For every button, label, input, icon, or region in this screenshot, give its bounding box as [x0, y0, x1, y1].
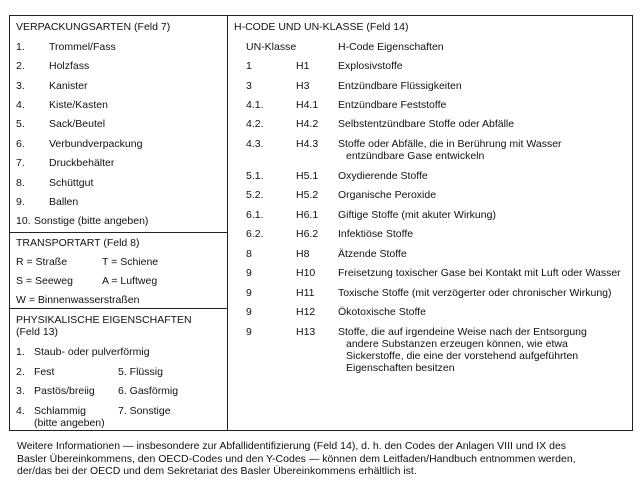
- un-class-cell: 1: [246, 60, 252, 72]
- col-header-hcode-properties: H-Code Eigenschaften: [338, 41, 444, 53]
- un-class-cell: 9: [246, 326, 252, 338]
- un-class-cell: 9: [246, 267, 252, 279]
- footnote-line: Basler Übereinkommens, den OECD-Codes und den Y-Codes — können dem Leitfaden/Handbuch entnommen werden,: [17, 452, 576, 465]
- physical-item-label: Fest: [34, 366, 55, 378]
- physical-item-other: 7. Sonstige: [118, 405, 171, 417]
- packaging-item-label: Holzfass: [49, 60, 90, 72]
- packaging-item-num: 7.: [16, 157, 25, 169]
- un-class-cell: 5.1.: [246, 170, 264, 182]
- un-class-cell: 8: [246, 248, 252, 260]
- physical-heading-field: (Feld 13): [16, 326, 59, 338]
- col-header-un-class: UN-Klasse: [246, 41, 297, 53]
- column-divider: [227, 15, 228, 431]
- transport-inland-water: W = Binnenwasserstraßen: [16, 294, 140, 306]
- packaging-item-label: Druckbehälter: [49, 157, 115, 169]
- hcode-cell: H8: [296, 248, 310, 260]
- un-class-cell: 9: [246, 306, 252, 318]
- transport-sea: S = Seeweg: [16, 275, 73, 287]
- packaging-item-num: 5.: [16, 118, 25, 130]
- packaging-item-num: 4.: [16, 99, 25, 111]
- physical-item-label: Staub- oder pulverförmig: [34, 346, 150, 358]
- physical-item-gas: 6. Gasförmig: [118, 385, 179, 397]
- physical-item-liquid: 5. Flüssig: [118, 366, 163, 378]
- physical-item-label-note: (bitte angeben): [34, 417, 105, 429]
- packaging-item-label: Ballen: [49, 196, 79, 208]
- packaging-item-label: Verbundverpackung: [49, 138, 143, 150]
- un-class-cell: 4.3.: [246, 138, 264, 150]
- un-class-cell: 5.2.: [246, 189, 264, 201]
- hcode-description: Oxydierende Stoffe: [338, 170, 428, 182]
- hcode-description-cont: Eigenschaften besitzen: [346, 362, 455, 374]
- hcode-cell: H3: [296, 80, 310, 92]
- transport-road: R = Straße: [16, 256, 68, 268]
- physical-item-label: Schlammig: [34, 405, 86, 417]
- packaging-item-num: 2.: [16, 60, 25, 72]
- hcode-description: Organische Peroxide: [338, 189, 437, 201]
- un-class-cell: 9: [246, 287, 252, 299]
- transport-air: A = Luftweg: [102, 275, 158, 287]
- packaging-item-num: 6.: [16, 138, 25, 150]
- packaging-item-label: Sack/Beutel: [49, 118, 106, 130]
- hcode-cell: H1: [296, 60, 310, 72]
- hcode-cell: H4.1: [296, 99, 319, 111]
- hcode-description: Giftige Stoffe (mit akuter Wirkung): [338, 209, 496, 221]
- hcode-description-cont: entzündbare Gase entwickeln: [346, 150, 485, 162]
- hcode-description: Ätzende Stoffe: [338, 248, 407, 260]
- hcode-description: Selbstentzündbare Stoffe oder Abfälle: [338, 118, 515, 130]
- hcode-description-cont: andere Substanzen erzeugen können, wie etwa: [346, 338, 568, 350]
- hcode-description: Infektiöse Stoffe: [338, 228, 414, 240]
- physical-item-num: 1.: [16, 346, 25, 358]
- hcode-cell: H4.2: [296, 118, 319, 130]
- un-class-cell: 4.1.: [246, 99, 264, 111]
- hcode-description: Entzündbare Flüssigkeiten: [338, 80, 462, 92]
- packaging-item-num: 8.: [16, 177, 25, 189]
- hcode-cell: H11: [296, 287, 315, 299]
- hcode-cell: H6.2: [296, 228, 319, 240]
- packaging-item-label: Schüttgut: [49, 177, 94, 189]
- transport-rail: T = Schiene: [102, 256, 159, 268]
- physical-item-label: Pastös/breiig: [34, 385, 95, 397]
- un-class-cell: 4.2.: [246, 118, 264, 130]
- section-divider: [9, 308, 228, 309]
- packaging-item-num: 10.: [16, 215, 31, 227]
- hcode-description-cont: Sickerstoffe, die eine der vorstehend aufgeführten: [346, 350, 579, 362]
- packaging-item-num: 1.: [16, 41, 25, 53]
- hcode-description: Explosivstoffe: [338, 60, 403, 72]
- transport-heading: TRANSPORTART (Feld 8): [16, 237, 140, 249]
- un-class-cell: 6.1.: [246, 209, 264, 221]
- packaging-item-label: Sonstige (bitte angeben): [34, 215, 149, 227]
- hcode-cell: H5.2: [296, 189, 319, 201]
- physical-heading: PHYSIKALISCHE EIGENSCHAFTEN: [16, 314, 192, 326]
- hcode-cell: H4.3: [296, 138, 319, 150]
- hcode-description: Entzündbare Feststoffe: [338, 99, 447, 111]
- physical-item-num: 2.: [16, 366, 25, 378]
- hcode-cell: H6.1: [296, 209, 319, 221]
- packaging-item-label: Trommel/Fass: [49, 41, 116, 53]
- packaging-item-label: Kiste/Kasten: [49, 99, 108, 111]
- packaging-heading: VERPACKUNGSARTEN (Feld 7): [16, 21, 171, 33]
- packaging-item-label: Kanister: [49, 80, 88, 92]
- hcode-cell: H12: [296, 306, 316, 318]
- hcode-description: Freisetzung toxischer Gase bei Kontakt mit Luft oder Wasser: [338, 267, 621, 279]
- physical-item-num: 3.: [16, 385, 25, 397]
- hcode-description: Ökotoxische Stoffe: [338, 306, 426, 318]
- section-divider: [9, 232, 228, 233]
- packaging-item-num: 3.: [16, 80, 25, 92]
- hcode-cell: H10: [296, 267, 316, 279]
- packaging-item-num: 9.: [16, 196, 25, 208]
- footnote-line: Weitere Informationen — insbesondere zur Abfallidentifizierung (Feld 14), d. h. den Codes der Anlagen VIII und IX des: [17, 440, 567, 452]
- physical-item-num: 4.: [16, 405, 25, 417]
- footnote: [17, 440, 629, 478]
- hcode-description: Stoffe, die auf irgendeine Weise nach der Entsorgung: [338, 326, 587, 338]
- hcode-description: Toxische Stoffe (mit verzögerter oder chronischer Wirkung): [338, 287, 612, 299]
- hcode-cell: H5.1: [296, 170, 319, 182]
- un-class-cell: 3: [246, 80, 252, 92]
- un-class-cell: 6.2.: [246, 228, 264, 240]
- hcode-cell: H13: [296, 326, 316, 338]
- hcode-description: Stoffe oder Abfälle, die in Berührung mit Wasser: [338, 138, 562, 150]
- footnote-line: der/das bei der OECD und dem Sekretariat des Basler Übereinkommens erhältlich ist.: [17, 465, 417, 477]
- hcode-heading: H-CODE UND UN-KLASSE (Feld 14): [234, 21, 409, 33]
